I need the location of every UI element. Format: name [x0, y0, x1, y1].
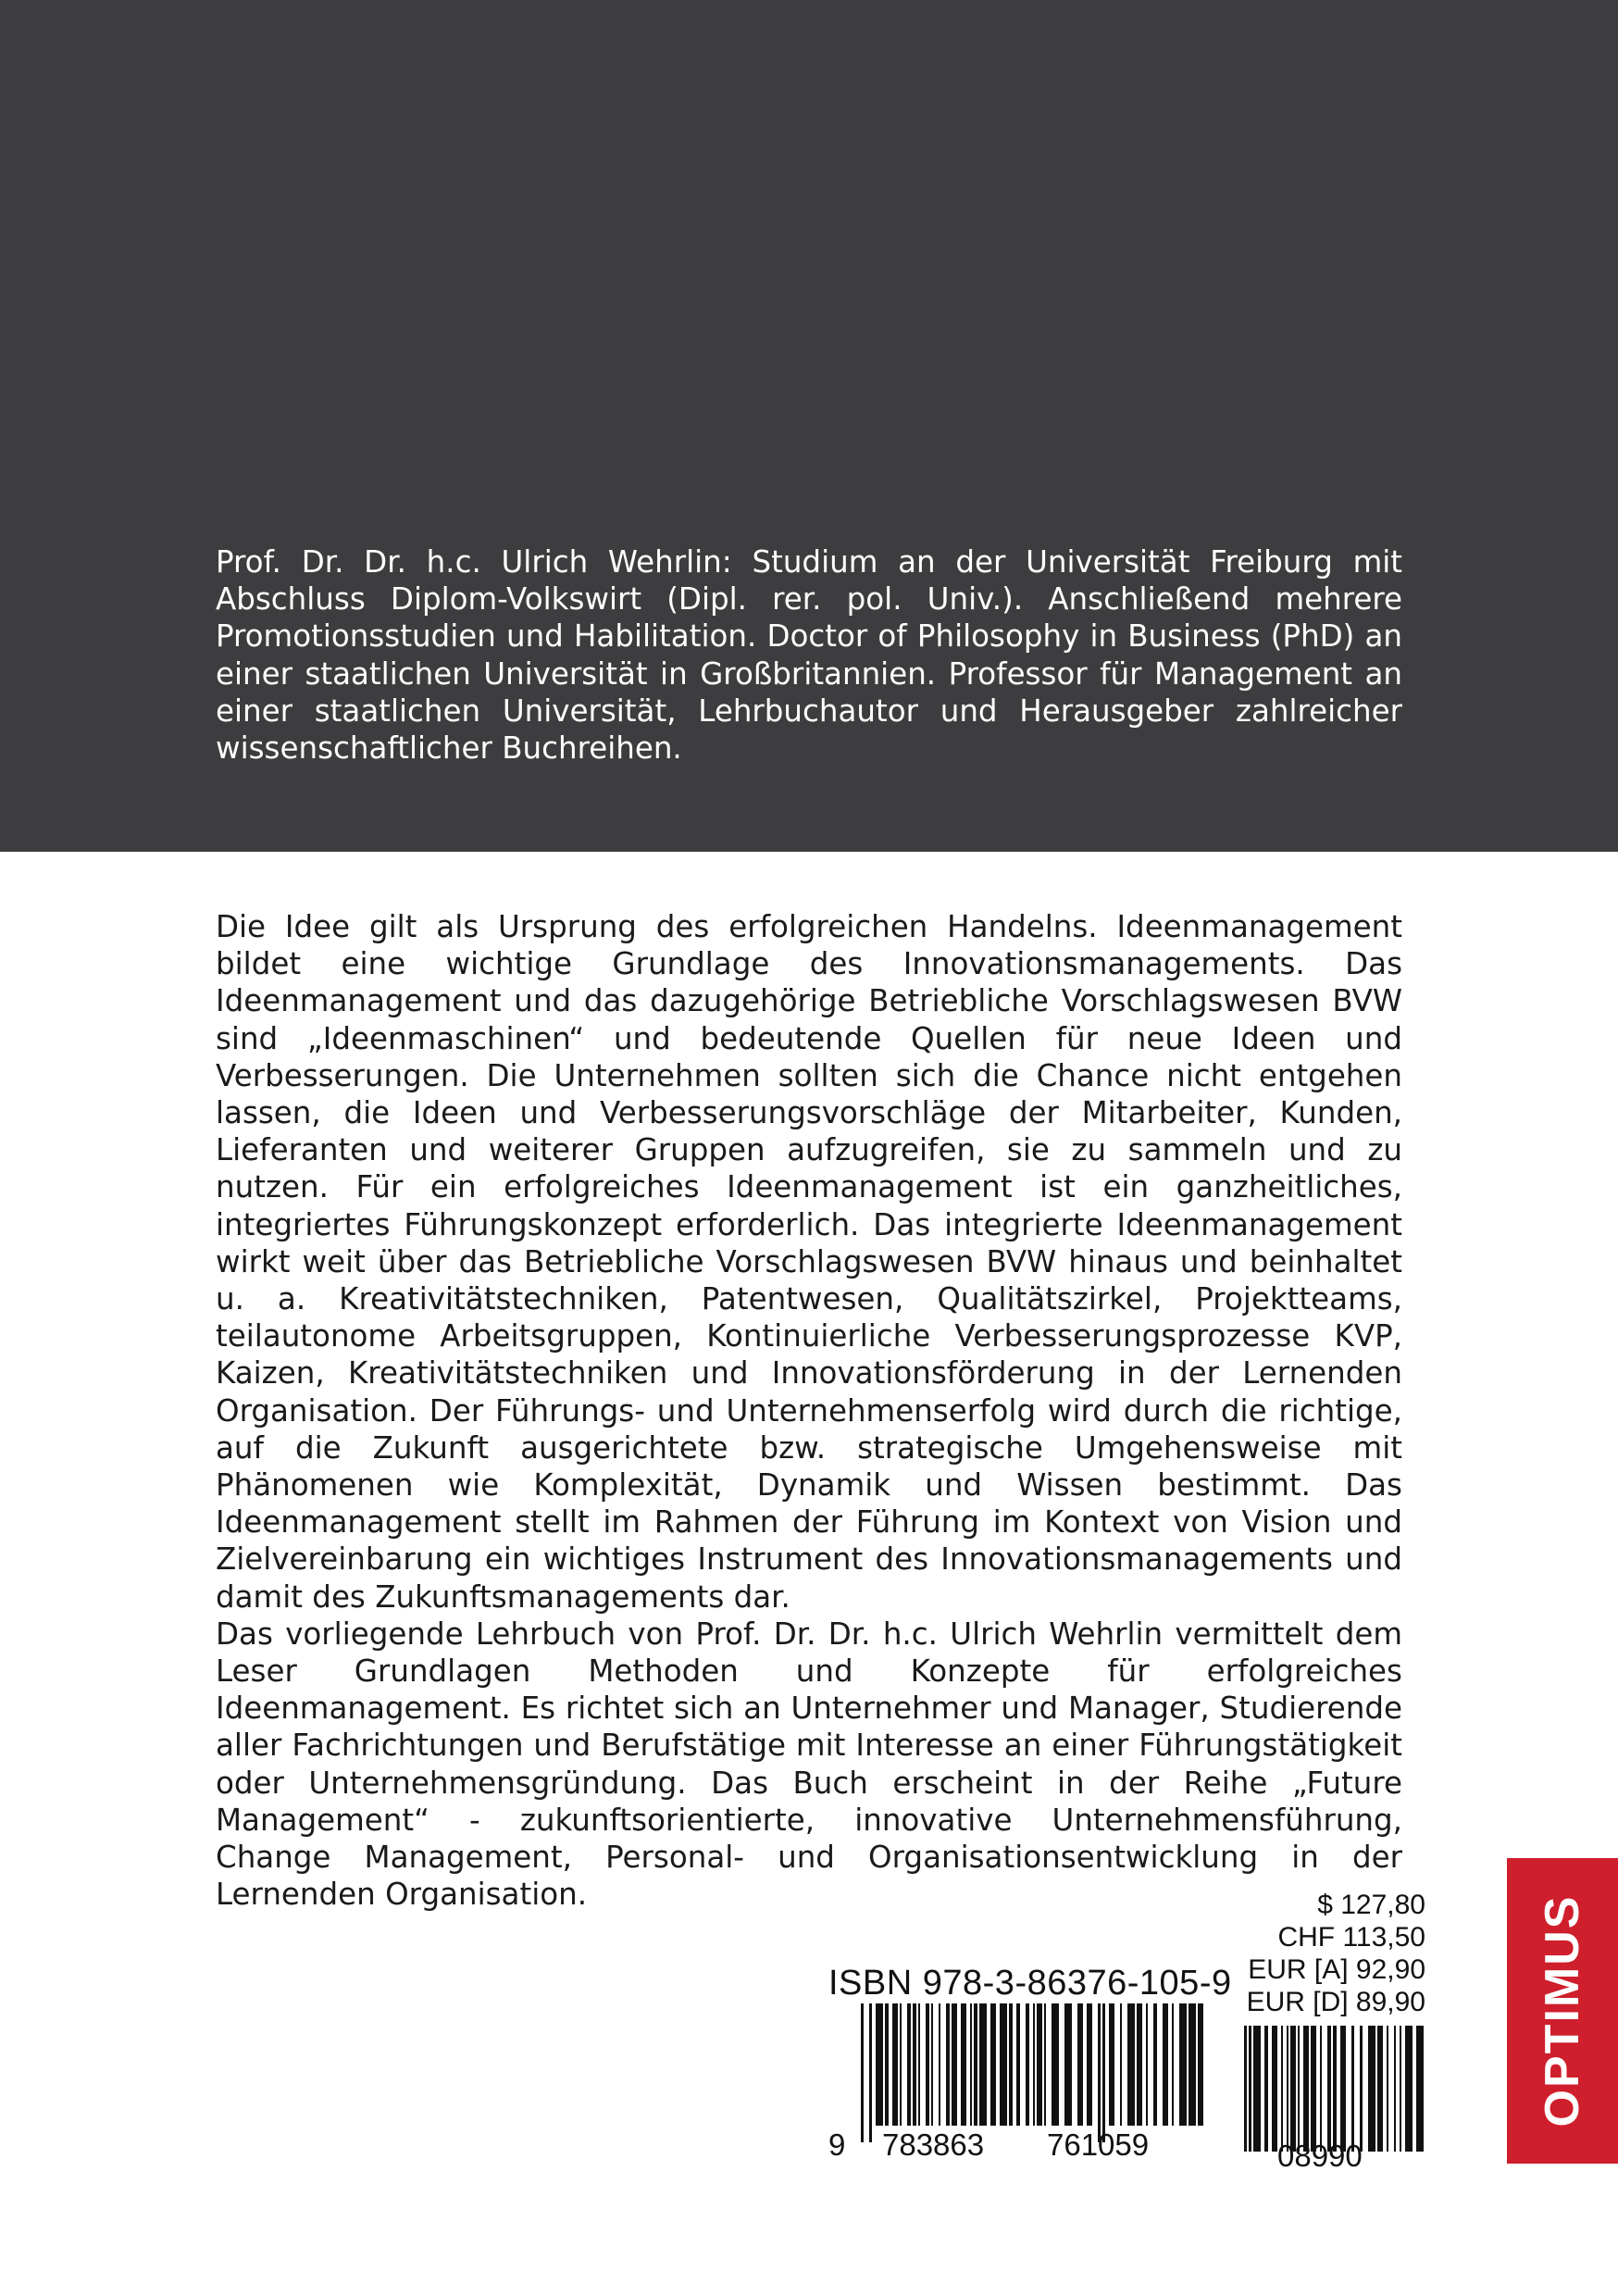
barcode-bar — [913, 2003, 916, 2126]
barcode-bar — [1009, 2003, 1013, 2126]
barcode-bar — [1120, 2003, 1122, 2126]
book-description — [216, 908, 1402, 1913]
barcode-bar — [970, 2003, 972, 2126]
author-bio: Prof. Dr. Dr. h.c. Ulrich Wehrlin: Studium an der Universität Freiburg mit Abschluss Diplom-Volkswirt (Dipl. rer. pol. Univ.). Anschließend mehrere Promotionsstudien und Habilitation. Doctor of Philosophy in Business (PhD) an einer staatlichen Universität in Großbritannien. Professor für Management an einer staatlichen Universität, Lehrbuchautor und Herausgeber zahlreicher wissenschaftlicher Buchreihen. — [216, 544, 1402, 767]
barcode-bar — [1127, 2003, 1135, 2126]
price-addon-barcode-bars — [1242, 2026, 1425, 2152]
price-usd: $ 127,80 — [1317, 1890, 1425, 1920]
barcode-bar — [931, 2003, 933, 2126]
barcode-bar — [885, 2003, 889, 2126]
isbn-label: ISBN 978-3-86376-105-9 — [828, 1964, 1232, 2003]
top-dark-panel — [0, 0, 1618, 852]
barcode-bar — [939, 2003, 940, 2126]
publisher-logo: OPTIMUS — [1536, 1894, 1589, 2128]
barcode-bar — [918, 2003, 920, 2126]
barcode-bar — [1377, 2026, 1383, 2152]
barcode-bar — [876, 2003, 883, 2126]
barcode-bar — [1137, 2003, 1142, 2126]
barcode-bar — [1281, 2026, 1283, 2152]
addon-digits: 08990 — [1277, 2139, 1363, 2173]
isbn-digits-left: 783863 — [882, 2128, 985, 2162]
barcode-bar — [1163, 2003, 1168, 2126]
barcode-bar — [1189, 2003, 1196, 2126]
barcode-bar — [1311, 2026, 1316, 2152]
barcode-bar — [1287, 2026, 1288, 2152]
barcode-bar — [1298, 2026, 1300, 2152]
barcode-bar — [979, 2003, 987, 2126]
barcode-bar — [1249, 2026, 1251, 2152]
barcode-bar — [926, 2003, 929, 2126]
barcode-bar — [1351, 2026, 1354, 2152]
barcode-bar — [1327, 2026, 1331, 2152]
barcode-bar — [1000, 2003, 1007, 2126]
barcode-bar — [1333, 2026, 1337, 2152]
barcode-bar — [900, 2003, 902, 2126]
barcode-bar — [1387, 2026, 1388, 2152]
isbn-digits-right: 761059 — [1047, 2128, 1150, 2162]
barcode-bar — [952, 2003, 957, 2126]
barcode-bar — [1244, 2026, 1247, 2152]
barcode-bar — [1052, 2003, 1059, 2126]
barcode-bar — [1179, 2003, 1187, 2126]
barcode-bar — [974, 2003, 977, 2126]
barcode-bar — [1400, 2026, 1401, 2152]
barcode-bar — [946, 2003, 950, 2126]
barcode-bar — [861, 2003, 864, 2142]
barcode-bar — [1272, 2026, 1277, 2152]
description-paragraph-1: Die Idee gilt als Ursprung des erfolgreichen Handelns. Ideenmanagement bildet eine wichtige Grundlage des Innovationsmanagements. Das Ideenmanagement und das dazugehörige Betriebliche Vorschlagswesen BVW sind „Ideenmaschinen“ und bedeutende Quellen für neue Ideen und Verbesserungen. Die Unternehmen sollten sich die Chance nicht entgehen lassen, die Ideen und Verbesserungsvorschläge der Mitarbeiter, Kunden, Lieferanten und weiterer Gruppen aufzugreifen, sie zu sammeln und zu nutzen. Für ein erfolgreiches Ideenmanagement ist ein ganzheitliches, integriertes Führungskonzept erforderlich. Das integrierte Ideenmanagement wirkt weit über das Betriebliche Vorschlagswesen BVW hinaus und beinhaltet u. a. Kreativitätstechniken, Patentwesen, Qualitätszirkel, Projektteams, teilautonome Arbeitsgruppen, Kontinuierliche Verbesserungsprozesse KVP, Kaizen, Kreativitätstechniken und Innovationsförderung in der Lernenden Organisation. Der Führungs- und Unternehmenserfolg wird durch die richtige, auf die Zukunft ausgerichtete bzw. strategische Umgehensweise mit Phänomenen wie Komplexität, Dynamik und Wissen bestimmt. Das Ideenmanagement stellt im Rahmen der Führung im Kontext von Vision und Zielvereinbarung ein wichtiges Instrument des Innovationsmanagements und damit des Zukunftsmanagements dar. — [216, 909, 1402, 1615]
barcode-bar — [1198, 2003, 1203, 2126]
barcode-bar — [1153, 2003, 1157, 2126]
barcode-bar — [1368, 2026, 1375, 2152]
barcode-bar — [1026, 2003, 1029, 2126]
barcode-bar — [990, 2003, 996, 2126]
barcode-bar — [1109, 2003, 1114, 2126]
barcode-bar — [1098, 2003, 1101, 2142]
barcode-bar — [1303, 2026, 1309, 2152]
barcode-bar — [1102, 2003, 1105, 2142]
barcode-bar — [1340, 2026, 1346, 2152]
price-eur-d: EUR [D] 89,90 — [1246, 1987, 1425, 2017]
barcode-bar — [907, 2003, 911, 2126]
barcode-bar — [1416, 2026, 1424, 2152]
barcode-bar — [1290, 2026, 1296, 2152]
barcode-bar — [1146, 2003, 1148, 2126]
price-eur-a: EUR [A] 92,90 — [1248, 1954, 1425, 1985]
barcode-bar — [1394, 2026, 1396, 2152]
barcode-bar — [1253, 2026, 1261, 2152]
isbn-digit-lead: 9 — [828, 2128, 846, 2162]
barcode-bar — [1172, 2003, 1174, 2126]
barcode-bar — [1360, 2026, 1363, 2152]
barcode-bar — [1016, 2003, 1020, 2126]
barcode-bar — [1064, 2003, 1072, 2126]
barcode-bar — [892, 2003, 898, 2126]
barcode-bar — [869, 2003, 872, 2142]
publisher-logo-tab — [1507, 1858, 1618, 2164]
barcode-bar — [1087, 2003, 1092, 2126]
price-chf: CHF 113,50 — [1277, 1922, 1425, 1953]
barcode-bar — [1320, 2026, 1322, 2152]
barcode-bar — [1044, 2003, 1046, 2126]
description-paragraph-2: Das vorliegende Lehrbuch von Prof. Dr. Dr. h.c. Ulrich Wehrlin vermittelt dem Leser Grundlagen Methoden und Konzepte für erfolgreiches Ideenmanagement. Es richtet sich an Unternehmer und Manager, Studierende aller Fachrichtungen und Berufstätige mit Interesse an einer Führungstätigkeit oder Unternehmensgründung. Das Buch erscheint in der Reihe „Future Management“ - zukunftsorientierte, innovative Unternehmensführung, Change Management, Personal- und Organisationsentwicklung in der Lernenden Organisation. — [216, 1616, 1402, 1913]
barcode-bar — [1033, 2003, 1035, 2126]
barcode-bar — [961, 2003, 966, 2126]
barcode-bar — [1405, 2026, 1413, 2152]
barcode-bar — [1264, 2026, 1268, 2152]
barcode-bar — [1037, 2003, 1042, 2126]
barcode-bar — [1077, 2003, 1083, 2126]
